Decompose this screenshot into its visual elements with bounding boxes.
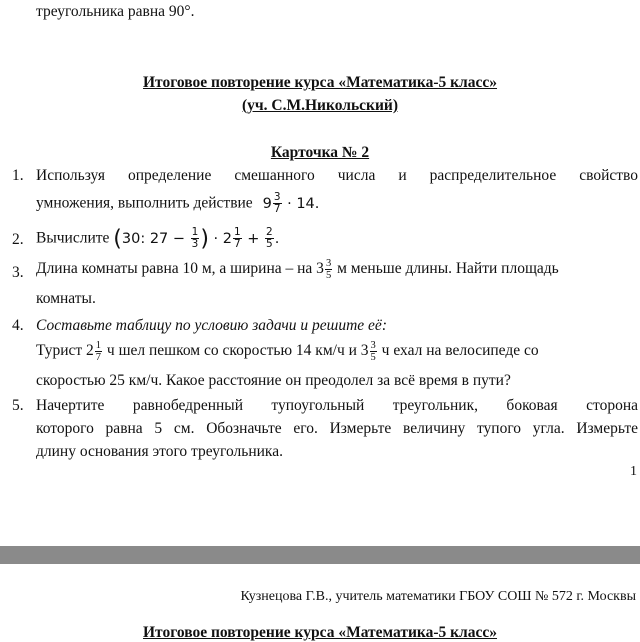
fraction xyxy=(273,192,282,215)
page-number: 1 xyxy=(630,464,637,479)
document-title: Итоговое повторение курса «Математика-5 класс» xyxy=(142,74,498,91)
fraction-numerator: 1 xyxy=(95,340,102,351)
expression-tail: · 14. xyxy=(287,195,320,212)
task-text-line: скоростью 25 км/ч. Какое расстояние он преодолел за всё время в пути? xyxy=(36,372,511,389)
task-text: Вычислите xyxy=(36,229,110,247)
task-number: 4. xyxy=(12,317,24,334)
fraction xyxy=(265,227,274,250)
task-text: умножения, выполнить действие xyxy=(36,194,253,212)
fraction-numerator: 3 xyxy=(325,258,332,269)
task-text-line: Начертите равнобедренный тупоугольный треугольник, боковая сторона xyxy=(36,397,638,414)
plus-sign: + xyxy=(247,230,260,247)
author-credit: Кузнецова Г.В., учитель математики ГБОУ СОШ № 572 г. Москвы xyxy=(240,589,636,604)
fraction-numerator: 1 xyxy=(233,225,241,238)
page-separator xyxy=(0,546,640,564)
card-title: Карточка № 2 xyxy=(270,144,370,161)
paren-close: ) xyxy=(200,226,209,251)
task-text-line: длину основания этого треугольника. xyxy=(36,443,283,460)
fraction xyxy=(325,258,332,281)
task-instruction: Составьте таблицу по условию задачи и решите её: xyxy=(36,317,387,334)
expression-part: · 2 xyxy=(213,230,232,247)
fraction-numerator: 3 xyxy=(370,340,376,351)
expression-end: . xyxy=(274,230,280,247)
task-text-line: которого равна 5 см. Обозначьте его. Измерьте величину тупого угла. Измерьте xyxy=(36,420,638,437)
task-text-line: комнаты. xyxy=(36,290,96,307)
math-expression xyxy=(262,191,320,216)
task-text: ч шел пешком со скоростью 14 км/ч и 3 xyxy=(106,342,369,360)
fraction-numerator: 3 xyxy=(273,191,281,203)
fraction-numerator: 2 xyxy=(266,225,273,238)
paren-open: ( xyxy=(113,226,122,251)
task-text-line xyxy=(36,226,279,251)
fraction-denominator: 7 xyxy=(273,203,281,216)
fraction-denominator: 3 xyxy=(191,238,199,250)
top-line-text: треугольника равна 90°. xyxy=(36,3,195,20)
task-number: 3. xyxy=(12,264,24,281)
fraction-numerator: 1 xyxy=(191,225,199,238)
task-text-line xyxy=(36,258,559,281)
fraction-denominator: 5 xyxy=(266,238,273,250)
task-text-line xyxy=(36,192,319,215)
task-text: ч ехал на велосипеде со xyxy=(381,342,539,360)
task-number: 5. xyxy=(12,397,24,414)
task-text-line: Используя определение смешанного числа и распределительное свойство xyxy=(36,167,638,184)
fraction-denominator: 7 xyxy=(95,352,102,364)
math-expression xyxy=(113,225,280,251)
fraction xyxy=(370,340,377,363)
fraction-denominator: 5 xyxy=(370,352,376,364)
fraction-denominator: 5 xyxy=(325,270,332,282)
task-number: 2. xyxy=(12,231,24,248)
fraction-denominator: 7 xyxy=(233,238,241,250)
fraction xyxy=(95,340,102,363)
fraction xyxy=(233,227,242,250)
task-text: м меньше длины. Найти площадь xyxy=(337,260,559,278)
expression-part: 30: 27 − xyxy=(121,230,186,247)
next-page-title: Итоговое повторение курса «Математика-5 класс» xyxy=(142,624,498,641)
fraction xyxy=(191,227,200,250)
document-subtitle: (уч. С.М.Никольский) xyxy=(242,97,398,114)
task-text: Турист 2 xyxy=(36,342,94,360)
task-text-line xyxy=(36,340,638,363)
task-number: 1. xyxy=(12,167,24,184)
task-text: Длина комнаты равна 10 м, а ширина – на 3 xyxy=(36,260,324,278)
mixed-whole: 9 xyxy=(262,195,272,212)
